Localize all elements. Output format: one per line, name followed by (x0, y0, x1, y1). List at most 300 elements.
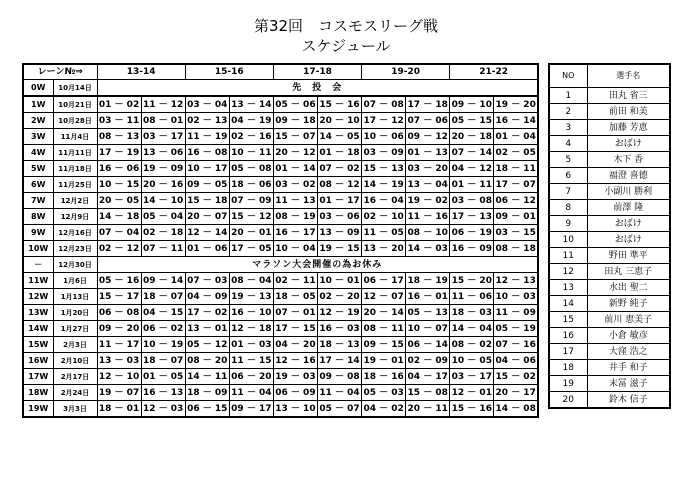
match-cell: 09 － 05 (185, 177, 229, 193)
match-cell: 14 － 05 (317, 129, 361, 145)
match-cell: 14 － 18 (97, 209, 141, 225)
match-cell: 09 － 10 (450, 96, 494, 113)
match-cell: 18 － 19 (406, 273, 450, 289)
date-cell: 12月16日 (53, 225, 97, 241)
date-cell: 3月3日 (53, 401, 97, 418)
player-name: 新野 純子 (587, 296, 670, 312)
match-cell: 04 － 09 (185, 289, 229, 305)
match-cell: 10 － 01 (317, 273, 361, 289)
match-cell: 16 － 17 (273, 225, 317, 241)
match-cell: 03 － 17 (450, 369, 494, 385)
schedule-row (23, 96, 538, 113)
match-cell: 12 － 13 (494, 273, 538, 289)
match-cell: 14 － 10 (141, 193, 185, 209)
date-cell: 11月4日 (53, 129, 97, 145)
match-cell: 08 － 04 (229, 273, 273, 289)
match-cell: 20 － 07 (185, 209, 229, 225)
match-cell: 05 － 07 (317, 401, 361, 418)
match-cell: 10 － 06 (362, 129, 406, 145)
match-cell: 06 － 09 (273, 385, 317, 401)
match-cell: 03 － 15 (494, 225, 538, 241)
week-cell: 3W (23, 129, 53, 145)
player-name: 井手 和子 (587, 360, 670, 376)
date-cell: 11月18日 (53, 161, 97, 177)
match-cell: 20 － 01 (229, 225, 273, 241)
match-cell: 09 － 15 (362, 337, 406, 353)
player-row (549, 152, 670, 168)
match-cell: 01 － 03 (229, 337, 273, 353)
week-cell: 19W (23, 401, 53, 418)
match-cell: 18 － 03 (450, 305, 494, 321)
match-cell: 12 － 19 (317, 305, 361, 321)
week-cell: 8W (23, 209, 53, 225)
match-cell: 05 － 12 (185, 337, 229, 353)
match-cell: 08 － 10 (406, 225, 450, 241)
date-cell: 2月24日 (53, 385, 97, 401)
match-cell: 13 － 10 (273, 401, 317, 418)
match-cell: 03 － 09 (362, 145, 406, 161)
week-cell: 10W (23, 241, 53, 257)
match-cell: 04 － 15 (141, 305, 185, 321)
player-name: 加藤 芳恵 (587, 120, 670, 136)
schedule-row (23, 161, 538, 177)
match-cell: 15 － 07 (273, 129, 317, 145)
match-cell: 19 － 01 (362, 353, 406, 369)
player-no: 4 (549, 136, 587, 152)
schedule-row (23, 401, 538, 418)
match-cell: 19 － 13 (229, 289, 273, 305)
match-cell: 05 － 19 (494, 321, 538, 337)
match-cell: 17 － 12 (362, 113, 406, 129)
match-cell: 17 － 02 (185, 305, 229, 321)
match-cell: 11 － 16 (406, 209, 450, 225)
lane-pair-header: 19-20 (362, 64, 450, 80)
week-cell: 6W (23, 177, 53, 193)
match-cell: 15 － 13 (362, 161, 406, 177)
match-cell: 06 － 20 (229, 369, 273, 385)
schedule-row (23, 257, 538, 273)
match-cell: 02 － 16 (229, 129, 273, 145)
match-cell: 18 － 13 (317, 337, 361, 353)
schedule-row (23, 353, 538, 369)
match-cell: 19 － 15 (317, 241, 361, 257)
schedule-row (23, 80, 538, 97)
player-name: 小副川 勝利 (587, 184, 670, 200)
match-cell: 03 － 04 (185, 96, 229, 113)
match-cell: 13 － 04 (406, 177, 450, 193)
match-cell: 08 － 18 (494, 241, 538, 257)
match-cell: 08 － 11 (362, 321, 406, 337)
schedule-row (23, 209, 538, 225)
player-name: おばけ (587, 136, 670, 152)
player-row (549, 392, 670, 409)
player-no: 10 (549, 232, 587, 248)
match-cell: 17 － 05 (229, 241, 273, 257)
match-cell: 01 － 05 (141, 369, 185, 385)
match-cell: 08 － 13 (97, 129, 141, 145)
player-name: 前田 和美 (587, 104, 670, 120)
match-cell: 18 － 06 (229, 177, 273, 193)
schedule-row (23, 241, 538, 257)
match-cell: 20 － 12 (273, 145, 317, 161)
schedule-row (23, 289, 538, 305)
match-cell: 18 － 11 (494, 161, 538, 177)
match-cell: 03 － 20 (406, 161, 450, 177)
match-cell: 16 － 06 (97, 161, 141, 177)
lane-pair-header: 15-16 (185, 64, 273, 80)
date-cell: 10月28日 (53, 113, 97, 129)
player-row (549, 200, 670, 216)
match-cell: 08 － 12 (317, 177, 361, 193)
match-cell: 19 － 02 (406, 193, 450, 209)
match-cell: 07 － 11 (141, 241, 185, 257)
match-cell: 15 － 20 (450, 273, 494, 289)
match-cell: 02 － 09 (406, 353, 450, 369)
match-cell: 18 － 05 (273, 289, 317, 305)
player-row (549, 88, 670, 104)
week-cell: 15W (23, 337, 53, 353)
date-cell: 11月25日 (53, 177, 97, 193)
match-cell: 02 － 12 (97, 241, 141, 257)
lane-header: レーン№⇒ (23, 64, 97, 80)
match-cell: 15 － 16 (317, 96, 361, 113)
week-cell: 11W (23, 273, 53, 289)
date-cell: 2月3日 (53, 337, 97, 353)
match-cell: 15 － 12 (229, 209, 273, 225)
match-cell: 08 － 01 (141, 113, 185, 129)
match-cell: 19 － 03 (273, 369, 317, 385)
match-cell: 07 － 06 (406, 113, 450, 129)
match-cell: 11 － 04 (229, 385, 273, 401)
player-name: 田丸 三恵子 (587, 264, 670, 280)
player-row (549, 360, 670, 376)
match-cell: 16 － 14 (494, 113, 538, 129)
schedule-row (23, 385, 538, 401)
match-cell: 06 － 02 (141, 321, 185, 337)
match-cell: 09 － 12 (406, 129, 450, 145)
match-cell: 10 － 04 (273, 241, 317, 257)
match-cell: 11 － 04 (317, 385, 361, 401)
player-row (549, 216, 670, 232)
match-cell: 07 － 02 (317, 161, 361, 177)
match-cell: 16 － 03 (317, 321, 361, 337)
match-cell: 03 － 08 (450, 193, 494, 209)
week-cell: 7W (23, 193, 53, 209)
match-cell: 08 － 02 (450, 337, 494, 353)
player-no: 13 (549, 280, 587, 296)
date-cell: 10月21日 (53, 96, 97, 113)
week-cell: 4W (23, 145, 53, 161)
match-cell: 11 － 09 (494, 305, 538, 321)
match-cell: 01 － 06 (185, 241, 229, 257)
match-cell: 06 － 12 (494, 193, 538, 209)
match-cell: 20 － 05 (97, 193, 141, 209)
match-cell: 14 － 03 (406, 241, 450, 257)
match-cell: 09 － 01 (494, 209, 538, 225)
match-cell: 10 － 03 (494, 289, 538, 305)
week-cell: 17W (23, 369, 53, 385)
match-cell: 01 － 11 (450, 177, 494, 193)
match-cell: 11 － 15 (229, 353, 273, 369)
match-cell: 04 － 02 (362, 401, 406, 418)
match-cell: 01 － 14 (273, 161, 317, 177)
schedule-row (23, 193, 538, 209)
date-cell: 1月27日 (53, 321, 97, 337)
match-cell: 02 － 11 (273, 273, 317, 289)
match-cell: 20 － 16 (141, 177, 185, 193)
lane-pair-header: 21-22 (450, 64, 538, 80)
match-cell: 18 － 01 (97, 401, 141, 418)
player-row (549, 232, 670, 248)
match-cell: 08 － 19 (273, 209, 317, 225)
week-cell: － (23, 257, 53, 273)
player-no: 8 (549, 200, 587, 216)
week-cell: 18W (23, 385, 53, 401)
match-cell: 14 － 11 (185, 369, 229, 385)
match-cell: 03 － 02 (273, 177, 317, 193)
match-cell: 06 － 19 (450, 225, 494, 241)
match-cell: 04 － 19 (229, 113, 273, 129)
match-cell: 19 － 20 (494, 96, 538, 113)
match-cell: 13 － 03 (97, 353, 141, 369)
date-cell: 2月17日 (53, 369, 97, 385)
match-cell: 20 － 18 (450, 129, 494, 145)
player-no: 17 (549, 344, 587, 360)
player-name: 野田 準平 (587, 248, 670, 264)
match-cell: 10 － 05 (450, 353, 494, 369)
match-cell: 19 － 09 (141, 161, 185, 177)
match-cell: 07 － 16 (494, 337, 538, 353)
player-row (549, 264, 670, 280)
schedule-row (23, 305, 538, 321)
match-cell: 12 － 16 (273, 353, 317, 369)
match-cell: 04 － 06 (494, 353, 538, 369)
match-cell: 11 － 12 (141, 96, 185, 113)
week-cell: 9W (23, 225, 53, 241)
match-cell: 02 － 10 (362, 209, 406, 225)
player-row (549, 328, 670, 344)
match-cell: 11 － 05 (362, 225, 406, 241)
match-cell: 04 － 12 (450, 161, 494, 177)
match-cell: 16 － 13 (141, 385, 185, 401)
match-cell: 11 － 19 (185, 129, 229, 145)
match-cell: 13 － 01 (185, 321, 229, 337)
player-name: 前川 恵美子 (587, 312, 670, 328)
match-cell: 09 － 08 (317, 369, 361, 385)
match-cell: 15 － 02 (494, 369, 538, 385)
week-cell: 5W (23, 161, 53, 177)
match-cell: 01 － 18 (317, 145, 361, 161)
match-cell: 20 － 11 (406, 401, 450, 418)
player-row (549, 168, 670, 184)
player-row (549, 184, 670, 200)
player-name: 末冨 滋子 (587, 376, 670, 392)
match-cell: 17 － 18 (406, 96, 450, 113)
match-cell: 16 － 09 (450, 241, 494, 257)
match-cell: 09 － 20 (97, 321, 141, 337)
player-row (549, 376, 670, 392)
match-cell: 13 － 06 (141, 145, 185, 161)
player-name: 福澄 喜德 (587, 168, 670, 184)
date-cell: 2月10日 (53, 353, 97, 369)
match-cell: 18 － 07 (141, 289, 185, 305)
match-cell: 02 － 18 (141, 225, 185, 241)
player-name: 田丸 省三 (587, 88, 670, 104)
player-no: 3 (549, 120, 587, 136)
player-no: 7 (549, 184, 587, 200)
match-cell: 03 － 11 (97, 113, 141, 129)
player-name: 木下 香 (587, 152, 670, 168)
player-name: 水出 聖二 (587, 280, 670, 296)
schedule-row (23, 177, 538, 193)
player-no: 18 (549, 360, 587, 376)
schedule-table (22, 63, 539, 418)
player-name: 鈴木 信子 (587, 392, 670, 409)
players-table (548, 63, 671, 409)
match-cell: 13 － 14 (229, 96, 273, 113)
match-cell: 07 － 01 (273, 305, 317, 321)
player-no: 6 (549, 168, 587, 184)
player-name: 大窪 浩之 (587, 344, 670, 360)
match-cell: 05 － 13 (406, 305, 450, 321)
page-title: 第32回 コスモスリーグ戦 (253, 17, 439, 35)
match-cell: 02 － 13 (185, 113, 229, 129)
player-row (549, 280, 670, 296)
no-header: NO (549, 64, 587, 88)
lane-pair-header: 13-14 (97, 64, 185, 80)
schedule-row (23, 337, 538, 353)
match-cell: 13 － 20 (362, 241, 406, 257)
match-cell: 10 － 07 (406, 321, 450, 337)
match-cell: 16 － 10 (229, 305, 273, 321)
player-row (549, 248, 670, 264)
player-row (549, 120, 670, 136)
schedule-row (23, 113, 538, 129)
player-row (549, 344, 670, 360)
match-cell: 13 － 09 (317, 225, 361, 241)
match-cell: 11 － 06 (450, 289, 494, 305)
date-cell: 12月30日 (53, 257, 97, 273)
player-no: 2 (549, 104, 587, 120)
match-cell: 16 － 01 (406, 289, 450, 305)
match-cell: 01 － 02 (97, 96, 141, 113)
schedule-row (23, 321, 538, 337)
player-row (549, 104, 670, 120)
date-cell: 11月11日 (53, 145, 97, 161)
player-name: おばけ (587, 216, 670, 232)
match-cell: 16 － 08 (185, 145, 229, 161)
player-name: おばけ (587, 232, 670, 248)
match-cell: 03 － 17 (141, 129, 185, 145)
player-no: 5 (549, 152, 587, 168)
match-cell: 10 － 19 (141, 337, 185, 353)
match-cell: 17 － 13 (450, 209, 494, 225)
match-cell: 14 － 08 (494, 401, 538, 418)
match-cell: 17 － 19 (97, 145, 141, 161)
match-cell: 07 － 14 (450, 145, 494, 161)
match-cell: 01 － 04 (494, 129, 538, 145)
player-row (549, 312, 670, 328)
match-cell: 17 － 14 (317, 353, 361, 369)
week-cell: 1W (23, 96, 53, 113)
match-cell: 06 － 08 (97, 305, 141, 321)
match-cell: 12 － 14 (185, 225, 229, 241)
match-cell: 10 － 17 (185, 161, 229, 177)
match-cell: 05 － 15 (450, 113, 494, 129)
player-no: 20 (549, 392, 587, 409)
match-cell: 18 － 07 (141, 353, 185, 369)
match-cell: 10 － 15 (97, 177, 141, 193)
match-cell: 07 － 09 (229, 193, 273, 209)
match-cell: 01 － 13 (406, 145, 450, 161)
player-no: 15 (549, 312, 587, 328)
week-cell: 14W (23, 321, 53, 337)
player-name: 前澤 隆 (587, 200, 670, 216)
match-cell: 20 － 14 (362, 305, 406, 321)
date-cell: 12月23日 (53, 241, 97, 257)
player-row (549, 136, 670, 152)
date-cell: 1月6日 (53, 273, 97, 289)
match-cell: 09 － 14 (141, 273, 185, 289)
schedule-row (23, 129, 538, 145)
match-cell: 12 － 07 (362, 289, 406, 305)
player-name: 小倉 敏彦 (587, 328, 670, 344)
date-cell: 10月14日 (53, 80, 97, 97)
player-no: 14 (549, 296, 587, 312)
date-cell: 12月2日 (53, 193, 97, 209)
match-cell: 12 － 10 (97, 369, 141, 385)
span-note-cell: マラソン大会開催の為お休み (97, 257, 538, 273)
match-cell: 07 － 03 (185, 273, 229, 289)
match-cell: 18 － 09 (185, 385, 229, 401)
match-cell: 20 － 10 (317, 113, 361, 129)
match-cell: 05 － 03 (362, 385, 406, 401)
lane-pair-header: 17-18 (273, 64, 361, 80)
week-cell: 16W (23, 353, 53, 369)
match-cell: 15 － 08 (406, 385, 450, 401)
match-cell: 15 － 16 (450, 401, 494, 418)
week-cell: 12W (23, 289, 53, 305)
schedule-row (23, 225, 538, 241)
player-row (549, 296, 670, 312)
match-cell: 02 － 05 (494, 145, 538, 161)
match-cell: 12 － 03 (141, 401, 185, 418)
player-no: 1 (549, 88, 587, 104)
match-cell: 07 － 04 (97, 225, 141, 241)
match-cell: 02 － 20 (317, 289, 361, 305)
match-cell: 09 － 18 (273, 113, 317, 129)
match-cell: 17 － 15 (273, 321, 317, 337)
match-cell: 06 － 14 (406, 337, 450, 353)
match-cell: 03 － 06 (317, 209, 361, 225)
match-cell: 04 － 17 (406, 369, 450, 385)
match-cell: 15 － 17 (97, 289, 141, 305)
week-cell: 2W (23, 113, 53, 129)
schedule-row (23, 273, 538, 289)
match-cell: 05 － 08 (229, 161, 273, 177)
match-cell: 09 － 17 (229, 401, 273, 418)
match-cell: 14 － 19 (362, 177, 406, 193)
match-cell: 05 － 04 (141, 209, 185, 225)
schedule-row (23, 369, 538, 385)
match-cell: 11 － 13 (273, 193, 317, 209)
match-cell: 18 － 16 (362, 369, 406, 385)
span-note-cell: 先 投 会 (97, 80, 538, 97)
date-cell: 12月9日 (53, 209, 97, 225)
date-cell: 1月20日 (53, 305, 97, 321)
name-header: 選手名 (587, 64, 670, 88)
match-cell: 10 － 11 (229, 145, 273, 161)
